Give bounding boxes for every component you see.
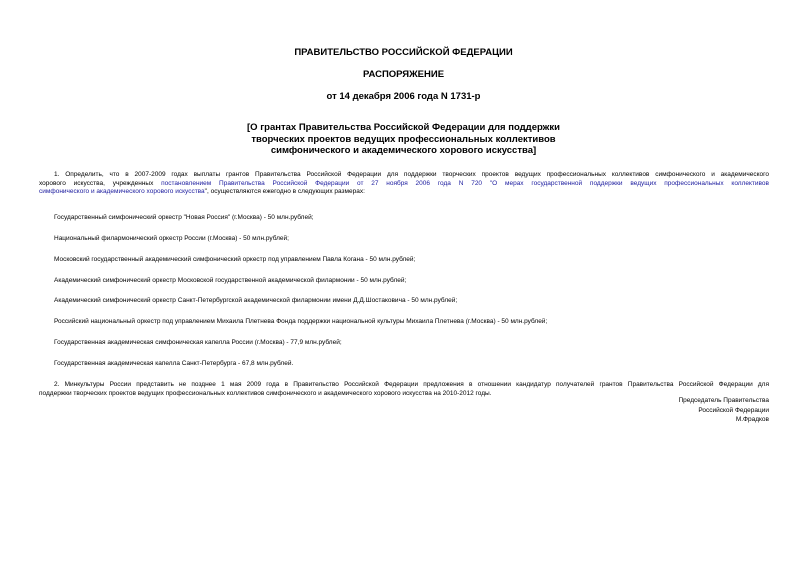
decree-720-link-part-2[interactable]: симфонического и академического хорового искусства <box>39 188 205 195</box>
signature-name: М.Фрадков <box>735 416 769 423</box>
org-title: ПРАВИТЕЛЬСТВО РОССИЙСКОЙ ФЕДЕРАЦИИ <box>294 47 513 58</box>
paragraph-2 <box>39 381 769 398</box>
paragraph-1 <box>39 171 769 197</box>
paragraph-1-line-3 <box>39 188 769 197</box>
subject-line-2: творческих проектов ведущих профессиональных коллективов <box>251 133 556 145</box>
grant-item: Российский национальный оркестр под управлением Михаила Плетнева Фонда поддержки национальной культуры Михаила Плетнева (г.Москва) - 50 млн.рублей; <box>54 318 548 325</box>
document-subject <box>0 122 807 157</box>
subject-line-3: симфонического и академического хорового искусства] <box>270 145 537 156</box>
decree-720-link-part-1[interactable]: постановлением Правительства Российской Федерации от 27 ноября 2006 года N 720 "О мерах государственной поддержки ведущих профессиональных коллективов <box>161 179 769 187</box>
paragraph-1-line-1: 1. Определить, что в 2007-2009 годах выплаты грантов Правительства Российской Федерации для поддержки творческих проектов ведущих профессиональных коллективов симфонического и академического <box>54 171 769 178</box>
paragraph-1-line-2-text: хорового искусства, учрежденных <box>39 179 162 187</box>
paragraph-2-line-2: поддержки творческих проектов ведущих профессиональных коллективов симфонического и академического хорового искусства на 2010-2012 годы. <box>39 389 492 397</box>
grant-item: Московский государственный академический симфонический оркестр под управлением Павла Когана - 50 млн.рублей; <box>54 256 416 263</box>
grant-item: Государственная академическая капелла Санкт-Петербурга - 67,8 млн.рублей. <box>54 360 294 367</box>
document-date-number: от 14 декабря 2006 года N 1731-р <box>326 91 481 102</box>
grant-item: Государственный симфонический оркестр "Новая Россия" (г.Москва) - 50 млн.рублей; <box>54 214 314 221</box>
grant-item: Академический симфонический оркестр Санкт-Петербургской академической филармонии имени Д.Д.Шостаковича - 50 млн.рублей; <box>54 297 458 304</box>
grant-item: Академический симфонический оркестр Московской государственной академической филармонии - 50 млн.рублей; <box>54 277 407 284</box>
signature-title-2: Российской Федерации <box>698 406 769 414</box>
signature-block <box>678 396 769 425</box>
paragraph-2-line-1: 2. Минкультуры России представить не позднее 1 мая 2009 года в Правительство Российской Федерации предложения в отношении кандидатур получателей грантов Правительства Российской Федерации для <box>54 381 769 388</box>
subject-line-1: [О грантах Правительства Российской Федерации для поддержки <box>247 122 560 133</box>
document-type: РАСПОРЯЖЕНИЕ <box>362 69 445 80</box>
grant-item: Государственная академическая симфоническая капелла России (г.Москва) - 77,9 млн.рублей; <box>54 339 342 346</box>
grant-item: Национальный филармонический оркестр России (г.Москва) - 50 млн.рублей; <box>54 235 289 242</box>
paragraph-1-line-3-text: ", осуществляются ежегодно в следующих размерах: <box>204 188 365 195</box>
signature-title-1: Председатель Правительства <box>678 397 769 404</box>
paragraph-1-line-2 <box>39 180 769 189</box>
